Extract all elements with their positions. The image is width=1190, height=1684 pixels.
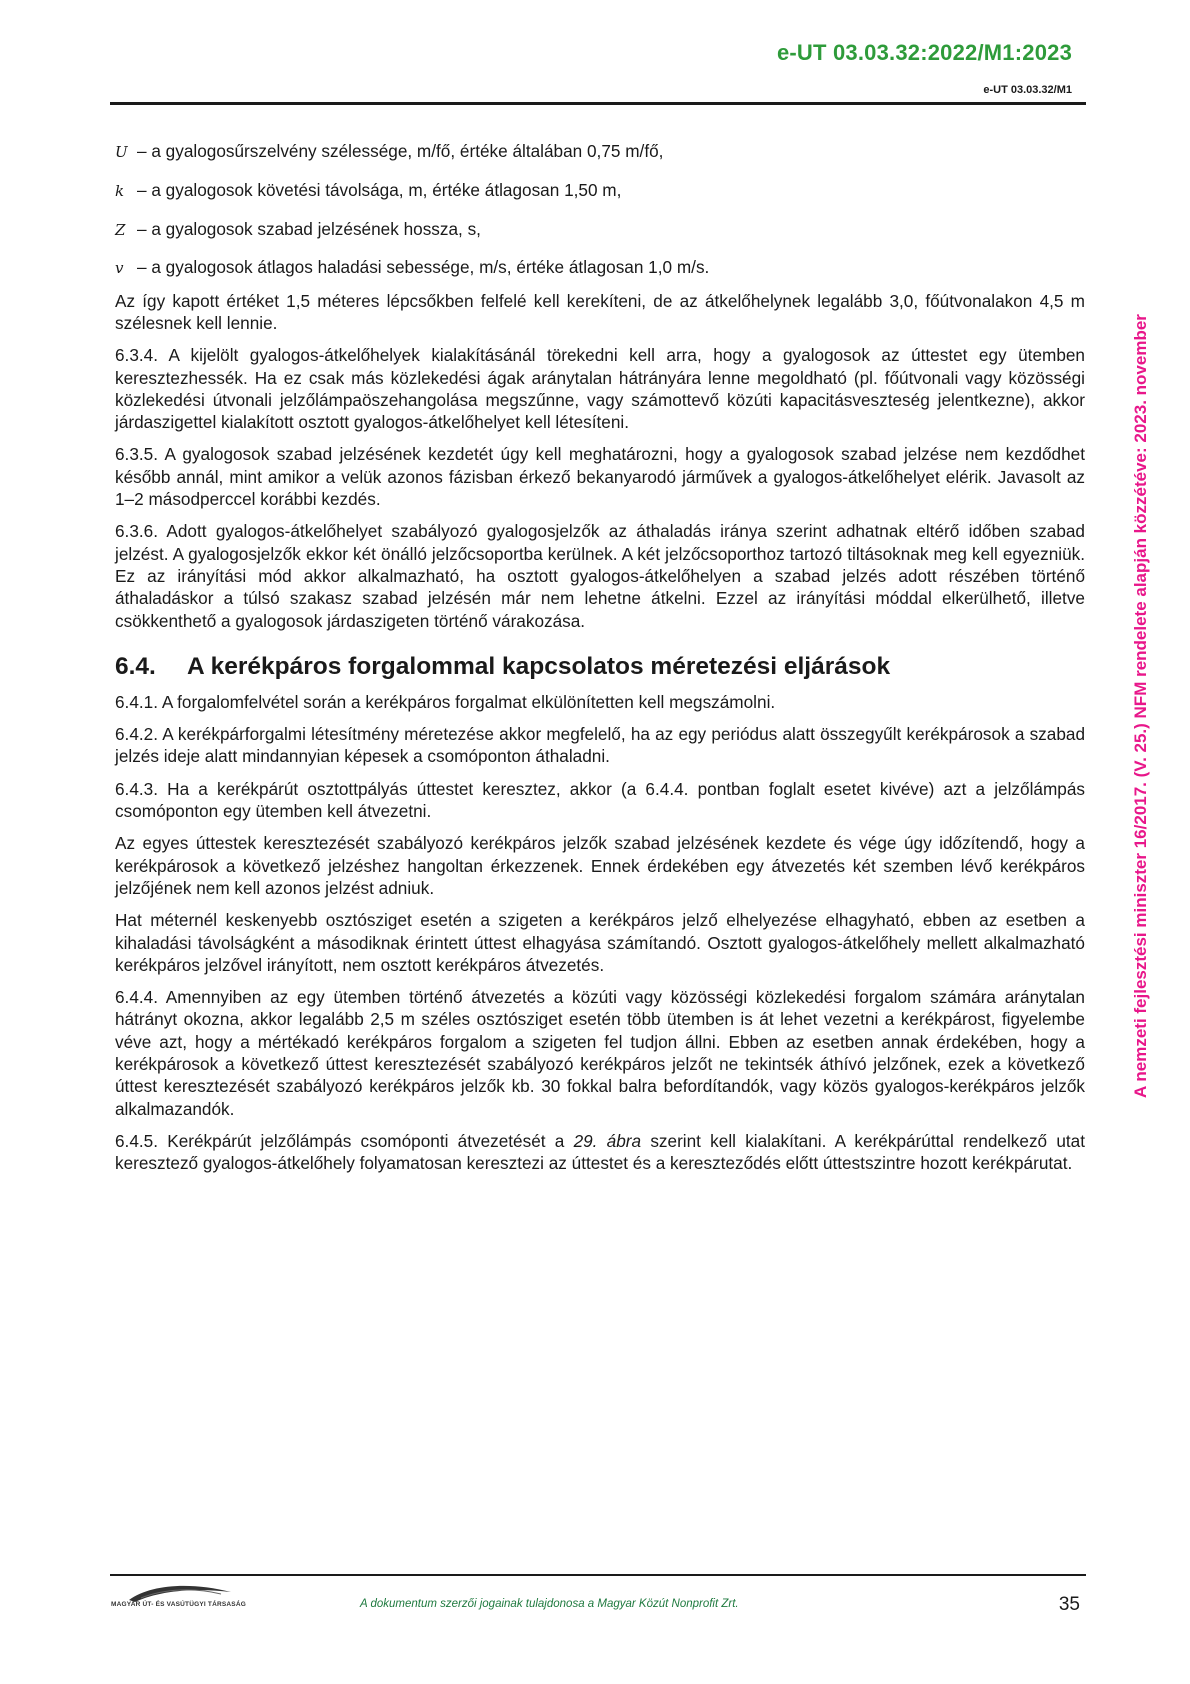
paragraph-6-3-5: 6.3.5. A gyalogosok szabad jelzésének kezdetét úgy kell meghatározni, hogy a gyalogosok szabad jelzése nem kezdődhet később annál, mint amikor a velük azonos fázisban érkező bekanyarodó járművek a gyalogos-átkelőhelyet elérik. Javasolt az 1–2 másodperccel korábbi kezdés. [115, 444, 1085, 510]
definition-symbol: v [115, 259, 124, 278]
definition-text: – a gyalogosok szabad jelzésének hossza, s, [137, 218, 481, 239]
document-code: e-UT 03.03.32:2022/M1:2023 [776, 40, 1072, 65]
footer-divider [110, 1574, 1086, 1576]
definition-item [115, 256, 1085, 279]
copyright-note: A dokumentum szerzői jogainak tulajdonosa a Magyar Közút Nonprofit Zrt. [360, 1598, 739, 1610]
definition-text: – a gyalogosok követési távolsága, m, értéke átlagosan 1,50 m, [137, 179, 622, 200]
paragraph-island-width: Hat méternél keskenyebb osztósziget esetén a szigeten a kerékpáros jelző elhelyezése elhagyható, ebben az esetben a kihaladási távolságként a másodiknak érintett úttest elhagyása számítandó. Osztott gyalogos-átkelőhely mellett alkalmazható kerékpáros jelzővel irányított, nem osztott kerékpáros átvezetés. [115, 910, 1085, 975]
page-content [115, 140, 1085, 1184]
paragraph-6-4-1: 6.4.1. A forgalomfelvétel során a kerékpáros forgalmat elkülönítetten kell megszámolni. [115, 691, 776, 712]
definition-symbol: Z [115, 220, 126, 239]
paragraph-6-4-5-end: szerint kell kialakítani. A kerékpárúttal rendelkező utat keresztező gyalogos-átkelőhely folyamatosan keresztezi az úttestet és a kereszteződés előtt úttestszintre hozott kerékpárutat. [115, 1130, 1085, 1174]
definition-item [115, 218, 1085, 241]
paragraph-6-4-2: 6.4.2. A kerékpárforgalmi létesítmény méretezése akkor megfelelő, ha az egy periódus alatt összegyűlt kerékpárosok a szabad jelzés ideje alatt mindannyian képesek a csomóponton áthaladni. [115, 724, 1085, 767]
paragraph-6-4-3: 6.4.3. Ha a kerékpárút osztottpályás úttestet keresztez, akkor (a 6.4.4. pontban foglalt esetet kivéve) azt a jelzőlámpás csomóponton egy ütemben kell átvezetni. [115, 778, 1085, 822]
paragraph-6-4-5 [115, 1130, 1085, 1175]
definition-symbol: k [115, 181, 125, 200]
paragraph-6-4-4: 6.4.4. Amennyiben az egy ütemben történő átvezetés a közúti vagy közösségi közlekedési forgalom számára aránytalan hátrányt okozna, akkor legalább 2,5 m széles osztósziget esetén több ütemben is át lehet vezetni a kerékpárost, figyelembe véve azt, hogy a mértékadó kerékpáros forgalom a szigeten fel tudjon állni. Ebben az esetben annak érdekében, hogy a kerékpárosok a következő úttest keresztezését szabályozó kerékpáros jelzőt ne tekintsék áthívó jelzőnek, ezek a következő úttest keresztezését szabályozó kerékpáros jelzők kb. 30 fokkal balra befordítandók, vagy közös gyalogos-kerékpáros jelzők alkalmazandók. [115, 987, 1085, 1119]
paragraph-signal-timing: Az egyes úttestek keresztezését szabályozó kerékpáros jelzők szabad jelzésének kezdete és vége úgy időzítendő, hogy a kerékpárosok a következő jelzéshez hangoltan érkezzenek. Ennek érdekében egy átvezetés két szemben lévő kerékpáros jelzőjének nem kell azonos jelzést adniuk. [115, 833, 1085, 898]
section-number: 6.4. [115, 652, 156, 680]
publication-side-note [1131, 158, 1150, 1098]
definition-item [115, 140, 1085, 163]
paragraph-rounding: Az így kapott értéket 1,5 méteres lépcsőkben felfelé kell kerekíteni, de az átkelőhelynek legalább 3,0, főútvonalakon 4,5 m szélesnek kell lennie. [115, 290, 1085, 333]
definition-text: – a gyalogosok átlagos haladási sebessége, m/s, értéke átlagosan 1,0 m/s. [137, 257, 710, 278]
section-heading [115, 652, 1085, 682]
figure-reference: 29. ábra [573, 1130, 642, 1151]
paragraph-6-4-5-start: 6.4.5. Kerékpárút jelzőlámpás csomóponti átvezetését a [115, 1130, 574, 1151]
definition-item [115, 179, 1085, 202]
definition-list [115, 140, 1085, 280]
side-note-text: A nemzeti fejlesztési miniszter 16/2017. (V. 25.) NFM rendelete alapján közzétéve: 2023. november [1131, 314, 1150, 1098]
paragraph-6-3-4: 6.3.4. A kijelölt gyalogos-átkelőhelyek kialakításánál törekedni kell arra, hogy a gyalogosok az úttestet egy ütemben keresztezhessék. Ha ez csak más közlekedési ágak aránytalan hátrányára lenne megoldható (pl. főútvonali vagy közösségi közlekedési útvonali jelzőlámpaöszehangolása megszűnne, vagy számottevő közúti kapacitásveszteség jelentkezne), akkor járdaszigettel kialakított osztott gyalogos-átkelőhelyet kell létesíteni. [115, 345, 1085, 433]
definition-symbol: U [115, 143, 128, 161]
document-code-small: e-UT 03.03.32/M1 [983, 84, 1072, 96]
header-divider [110, 102, 1086, 105]
logo-text: MAGYAR ÚT- ÉS VASÚTÜGYI TÁRSASÁG [111, 1601, 246, 1608]
definition-text: – a gyalogosűrszelvény szélessége, m/fő, értéke általában 0,75 m/fő, [137, 141, 664, 161]
page-number: 35 [1058, 1594, 1080, 1615]
paragraph-6-3-6: 6.3.6. Adott gyalogos-átkelőhelyet szabályozó gyalogosjelzők az áthaladás iránya szerint adhatnak eltérő időben szabad jelzést. A gyalogosjelzők ekkor két önálló jelzőcsoportba kerülnek. A két jelzőcsoporthoz tartozó tiltásoknak meg kell egyezniük. Ez az irányítási mód akkor alkalmazható, ha osztott gyalogos-átkelőhelyen a szabad jelzés adott részében történő áthaladáskor a túlsó szakasz szabad jelzésén már nem lehetne átkelni. Ezzel az irányítási móddal elkerülhető, illetve csökkenthető a gyalogosok járdaszigeten történő várakozása. [115, 521, 1085, 631]
section-title: A kerékpáros forgalommal kapcsolatos méretezési eljárások [187, 652, 891, 680]
